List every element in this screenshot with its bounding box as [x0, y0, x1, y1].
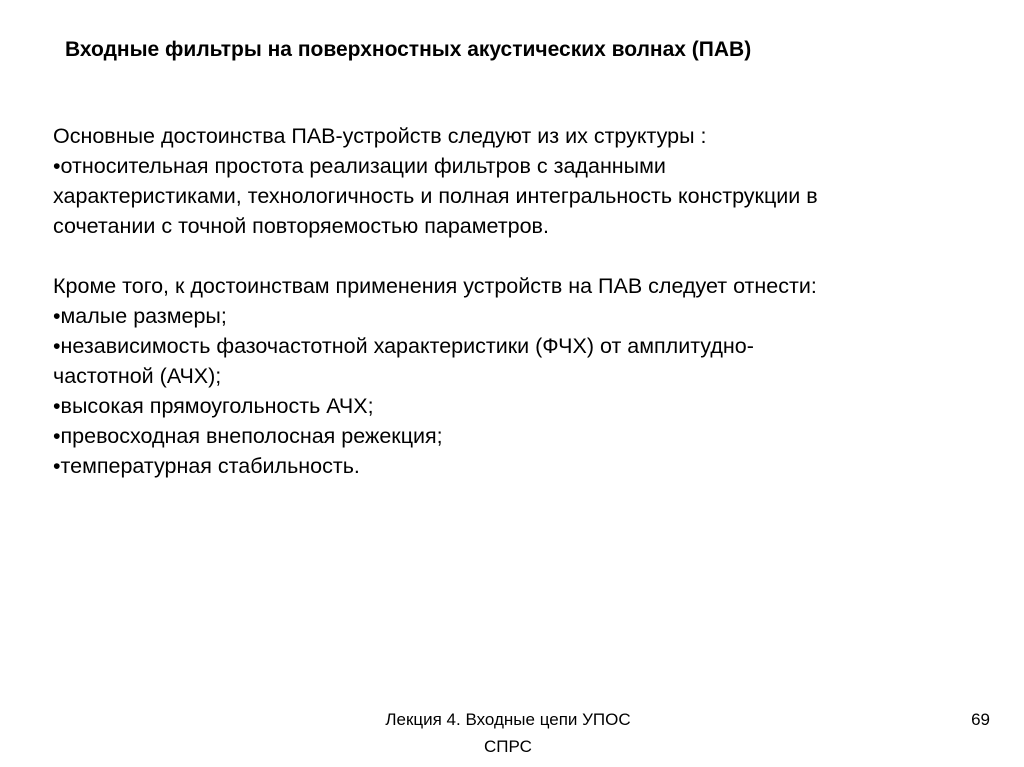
intro-line: Кроме того, к достоинствам применения устройств на ПАВ следует отнести:: [53, 274, 817, 298]
bullet-continuation: сочетании с точной повторяемостью параметров.: [53, 214, 549, 238]
bullet-line: •независимость фазочастотной характеристики (ФЧХ) от амплитудно-: [53, 334, 754, 358]
intro-line: Основные достоинства ПАВ-устройств следуют из их структуры :: [53, 124, 707, 148]
bullet-continuation: частотной (АЧХ);: [53, 364, 222, 388]
footer-caption: [340, 706, 676, 760]
footer-line-2: СПРС: [484, 737, 532, 756]
bullet-line: •относительная простота реализации фильтров с заданными: [53, 154, 666, 178]
bullet-line: •температурная стабильность.: [53, 454, 360, 478]
slide-title: Входные фильтры на поверхностных акустических волнах (ПАВ): [65, 38, 752, 61]
slide-body: [53, 121, 983, 481]
page-number: 69: [971, 710, 990, 729]
bullet-line: •малые размеры;: [53, 304, 227, 328]
bullet-continuation: характеристиками, технологичность и полная интегральность конструкции в: [53, 184, 818, 208]
paragraph-gap: [53, 241, 983, 271]
footer-line-1: Лекция 4. Входные цепи УПОС: [385, 710, 631, 729]
bullet-line: •высокая прямоугольность АЧХ;: [53, 394, 374, 418]
bullet-line: •превосходная внеполосная режекция;: [53, 424, 443, 448]
